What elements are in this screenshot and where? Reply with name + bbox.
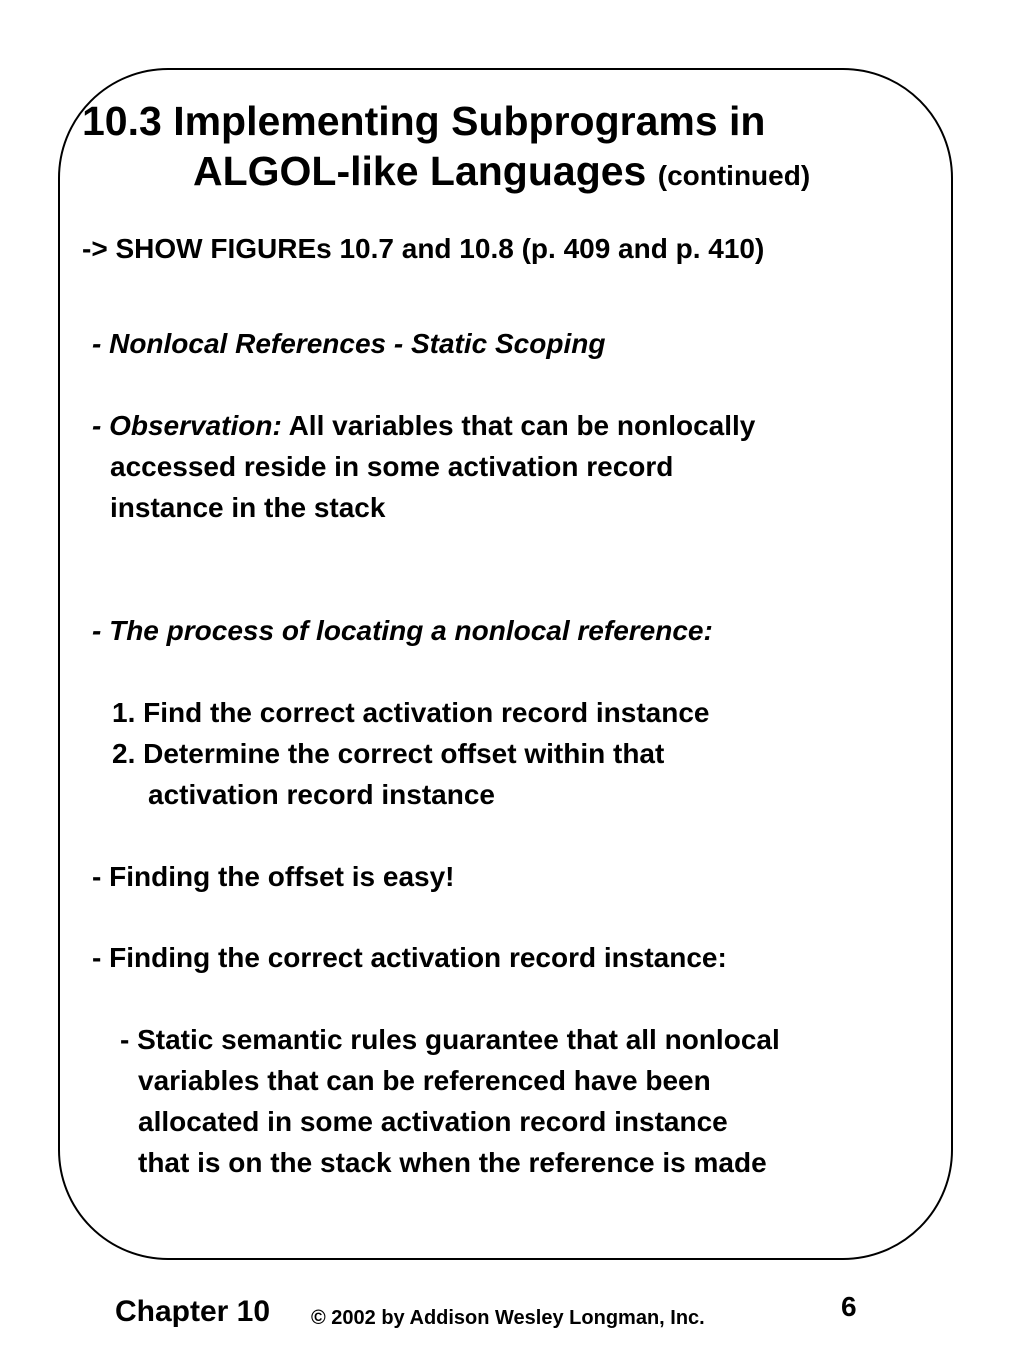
static-rules-line3: allocated in some activation record instance — [138, 1106, 728, 1137]
page-number: 6 — [841, 1291, 857, 1322]
footer-copyright: © 2002 by Addison Wesley Longman, Inc. — [311, 1307, 705, 1329]
step-1: 1. Find the correct activation record instance — [112, 697, 710, 728]
finding-instance: - Finding the correct activation record instance: — [92, 942, 727, 973]
observation-line1 — [92, 410, 755, 442]
static-rules-line2: variables that can be referenced have been — [138, 1065, 711, 1096]
slide-title-suffix: (continued) — [657, 160, 811, 191]
observation-line3: instance in the stack — [110, 492, 386, 523]
step-2-line2: activation record instance — [148, 779, 496, 810]
process-heading: - The process of locating a nonlocal reference: — [92, 615, 713, 646]
slide-title-main: ALGOL-like Languages — [193, 148, 647, 194]
step-2-line1: 2. Determine the correct offset within that — [112, 738, 665, 769]
observation-text: All variables that can be nonlocally — [288, 410, 756, 441]
slide-title-line1: 10.3 Implementing Subprograms in — [82, 98, 766, 144]
nonlocal-heading: - Nonlocal References - Static Scoping — [92, 328, 606, 359]
slide-title-line2 — [193, 148, 810, 195]
show-figures-note: -> SHOW FIGUREs 10.7 and 10.8 (p. 409 and p. 410) — [82, 233, 765, 264]
observation-label: - Observation: — [92, 410, 282, 441]
static-rules-line1: - Static semantic rules guarantee that all nonlocal — [120, 1024, 780, 1055]
footer-chapter: Chapter 10 — [115, 1295, 271, 1328]
observation-line2: accessed reside in some activation record — [110, 451, 674, 482]
static-rules-line4: that is on the stack when the reference is made — [138, 1147, 767, 1178]
finding-offset: - Finding the offset is easy! — [92, 861, 455, 892]
